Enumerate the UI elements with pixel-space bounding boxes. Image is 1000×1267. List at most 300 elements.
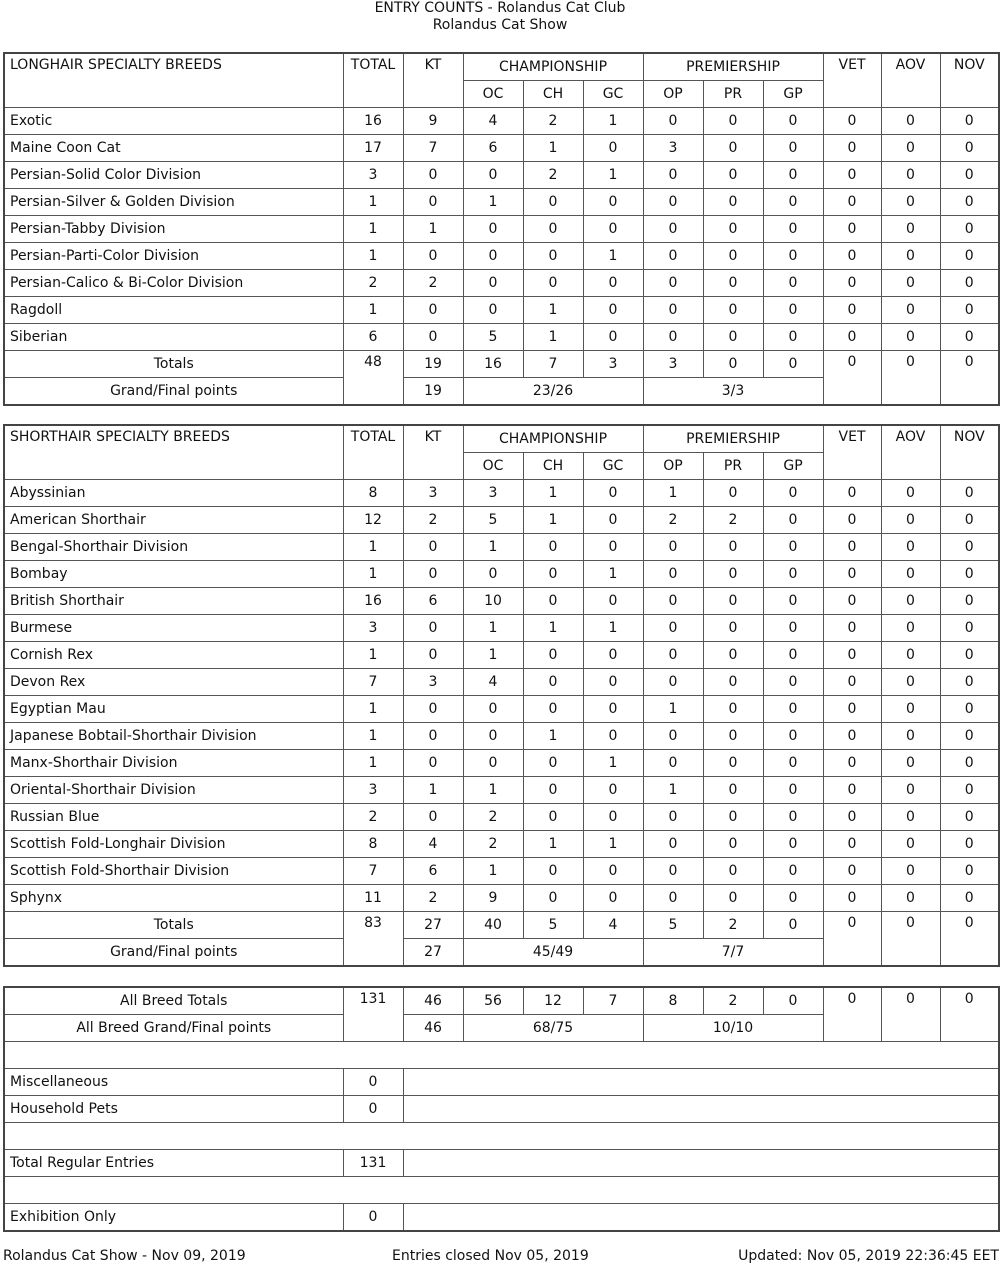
cell-pr: 0 — [703, 534, 763, 561]
col-oc: OC — [463, 453, 523, 480]
cell-ch: 0 — [523, 804, 583, 831]
cell-pr: 0 — [703, 216, 763, 243]
cell-kt: 6 — [403, 858, 463, 885]
cell-oc: 4 — [463, 108, 523, 135]
cell-gc: 0 — [583, 858, 643, 885]
all-totals-kt: 46 — [403, 987, 463, 1015]
breed-name: Scottish Fold-Shorthair Division — [4, 858, 343, 885]
regular-value: 131 — [343, 1150, 403, 1177]
cell-ch: 1 — [523, 507, 583, 534]
cell-op: 0 — [643, 723, 703, 750]
totals-nov: 0 — [940, 351, 999, 406]
totals-kt: 27 — [403, 912, 463, 939]
all-totals-label: All Breed Totals — [4, 987, 343, 1015]
col-championship: CHAMPIONSHIP — [463, 53, 643, 81]
cell-gc: 0 — [583, 189, 643, 216]
cell-gp: 0 — [763, 270, 823, 297]
cell-gp: 0 — [763, 750, 823, 777]
cell-pr: 0 — [703, 831, 763, 858]
cell-gc: 0 — [583, 588, 643, 615]
cell-kt: 0 — [403, 561, 463, 588]
cell-nov: 0 — [940, 696, 999, 723]
cell-gc: 0 — [583, 642, 643, 669]
all-points-championship: 68/75 — [463, 1015, 643, 1042]
cell-op: 0 — [643, 243, 703, 270]
cell-ch: 1 — [523, 831, 583, 858]
cell-total: 1 — [343, 297, 403, 324]
blank-cell — [403, 1204, 999, 1232]
totals-nov: 0 — [940, 912, 999, 967]
cell-nov: 0 — [940, 777, 999, 804]
col-total: TOTAL — [343, 425, 403, 480]
cell-oc: 0 — [463, 216, 523, 243]
col-gp: GP — [763, 81, 823, 108]
cell-pr: 0 — [703, 297, 763, 324]
cell-op: 0 — [643, 642, 703, 669]
cell-op: 0 — [643, 561, 703, 588]
breed-name: British Shorthair — [4, 588, 343, 615]
cell-op: 1 — [643, 480, 703, 507]
breed-name: Siberian — [4, 324, 343, 351]
cell-pr: 0 — [703, 750, 763, 777]
cell-op: 0 — [643, 804, 703, 831]
cell-gp: 0 — [763, 216, 823, 243]
cell-gp: 0 — [763, 723, 823, 750]
cell-nov: 0 — [940, 243, 999, 270]
cell-op: 1 — [643, 777, 703, 804]
totals-kt: 19 — [403, 351, 463, 378]
breed-name: Persian-Solid Color Division — [4, 162, 343, 189]
cell-nov: 0 — [940, 588, 999, 615]
breed-name: Exotic — [4, 108, 343, 135]
cell-oc: 0 — [463, 750, 523, 777]
cell-vet: 0 — [823, 507, 881, 534]
cell-total: 2 — [343, 804, 403, 831]
breed-name: Sphynx — [4, 885, 343, 912]
cell-nov: 0 — [940, 507, 999, 534]
col-gc: GC — [583, 453, 643, 480]
cell-aov: 0 — [881, 696, 940, 723]
cell-vet: 0 — [823, 615, 881, 642]
cell-gp: 0 — [763, 615, 823, 642]
points-label: Grand/Final points — [4, 378, 343, 406]
cell-gc: 0 — [583, 507, 643, 534]
spacer-row — [4, 1123, 999, 1150]
cell-pr: 0 — [703, 561, 763, 588]
cell-aov: 0 — [881, 723, 940, 750]
cell-gc: 1 — [583, 831, 643, 858]
cell-total: 12 — [343, 507, 403, 534]
cell-kt: 0 — [403, 534, 463, 561]
cell-oc: 0 — [463, 243, 523, 270]
breed-name: Persian-Calico & Bi-Color Division — [4, 270, 343, 297]
table-row — [4, 885, 999, 912]
cell-gc: 0 — [583, 534, 643, 561]
cell-aov: 0 — [881, 642, 940, 669]
totals-op: 3 — [643, 351, 703, 378]
cell-gp: 0 — [763, 108, 823, 135]
breed-name: Ragdoll — [4, 297, 343, 324]
cell-op: 0 — [643, 534, 703, 561]
report-header — [0, 0, 1000, 34]
blank-cell — [403, 1150, 999, 1177]
cell-aov: 0 — [881, 885, 940, 912]
misc-label: Miscellaneous — [4, 1069, 343, 1096]
table-row — [4, 615, 999, 642]
cell-vet: 0 — [823, 804, 881, 831]
cell-oc: 1 — [463, 534, 523, 561]
cell-vet: 0 — [823, 480, 881, 507]
cell-total: 1 — [343, 189, 403, 216]
cell-nov: 0 — [940, 615, 999, 642]
col-championship: CHAMPIONSHIP — [463, 425, 643, 453]
cell-kt: 3 — [403, 669, 463, 696]
cell-oc: 10 — [463, 588, 523, 615]
cell-total: 1 — [343, 750, 403, 777]
cell-oc: 1 — [463, 642, 523, 669]
totals-label: Totals — [4, 351, 343, 378]
cell-total: 8 — [343, 480, 403, 507]
show-name: Rolandus Cat Show — [432, 17, 568, 33]
cell-vet: 0 — [823, 108, 881, 135]
shorthair-title: SHORTHAIR SPECIALTY BREEDS — [4, 425, 343, 480]
cell-vet: 0 — [823, 588, 881, 615]
cell-aov: 0 — [881, 777, 940, 804]
table-row — [4, 216, 999, 243]
cell-vet: 0 — [823, 642, 881, 669]
cell-total: 1 — [343, 534, 403, 561]
cell-aov: 0 — [881, 858, 940, 885]
breed-name: Oriental-Shorthair Division — [4, 777, 343, 804]
all-totals-gp: 0 — [763, 987, 823, 1015]
cell-nov: 0 — [940, 642, 999, 669]
cell-kt: 0 — [403, 243, 463, 270]
cell-ch: 1 — [523, 297, 583, 324]
cell-gp: 0 — [763, 480, 823, 507]
breed-name: American Shorthair — [4, 507, 343, 534]
cell-pr: 0 — [703, 858, 763, 885]
cell-oc: 0 — [463, 723, 523, 750]
cell-gc: 0 — [583, 777, 643, 804]
points-premiership: 3/3 — [643, 378, 823, 406]
col-kt: KT — [403, 53, 463, 108]
cell-kt: 6 — [403, 588, 463, 615]
col-vet: VET — [823, 53, 881, 108]
spacer-row — [4, 1042, 999, 1069]
cell-pr: 0 — [703, 162, 763, 189]
cell-gp: 0 — [763, 297, 823, 324]
cell-ch: 0 — [523, 189, 583, 216]
cell-oc: 4 — [463, 669, 523, 696]
cell-vet: 0 — [823, 324, 881, 351]
cell-ch: 0 — [523, 750, 583, 777]
cell-pr: 0 — [703, 135, 763, 162]
cell-aov: 0 — [881, 216, 940, 243]
cell-vet: 0 — [823, 243, 881, 270]
totals-label: Totals — [4, 912, 343, 939]
longhair-table — [3, 52, 1000, 406]
cell-total: 1 — [343, 723, 403, 750]
table-row — [4, 561, 999, 588]
summary-table — [3, 986, 1000, 1232]
table-row — [4, 189, 999, 216]
cell-aov: 0 — [881, 750, 940, 777]
cell-gc: 0 — [583, 723, 643, 750]
cell-op: 0 — [643, 297, 703, 324]
breed-name: Japanese Bobtail-Shorthair Division — [4, 723, 343, 750]
totals-gc: 3 — [583, 351, 643, 378]
cell-op: 2 — [643, 507, 703, 534]
table-row — [4, 108, 999, 135]
cell-op: 0 — [643, 669, 703, 696]
cell-nov: 0 — [940, 480, 999, 507]
cell-ch: 2 — [523, 162, 583, 189]
cell-op: 0 — [643, 831, 703, 858]
cell-vet: 0 — [823, 534, 881, 561]
cell-kt: 0 — [403, 324, 463, 351]
col-ch: CH — [523, 81, 583, 108]
spacer-row — [4, 1177, 999, 1204]
cell-kt: 3 — [403, 480, 463, 507]
breed-name: Bombay — [4, 561, 343, 588]
col-nov: NOV — [940, 53, 999, 108]
cell-pr: 0 — [703, 669, 763, 696]
all-totals-ch: 12 — [523, 987, 583, 1015]
cell-total: 8 — [343, 831, 403, 858]
all-totals-pr: 2 — [703, 987, 763, 1015]
cell-oc: 0 — [463, 162, 523, 189]
cell-pr: 0 — [703, 108, 763, 135]
cell-kt: 9 — [403, 108, 463, 135]
cell-kt: 2 — [403, 507, 463, 534]
totals-pr: 2 — [703, 912, 763, 939]
table-row — [4, 162, 999, 189]
cell-gc: 0 — [583, 297, 643, 324]
cell-vet: 0 — [823, 561, 881, 588]
cell-oc: 1 — [463, 615, 523, 642]
cell-total: 16 — [343, 588, 403, 615]
totals-oc: 16 — [463, 351, 523, 378]
cell-op: 0 — [643, 858, 703, 885]
cell-op: 0 — [643, 189, 703, 216]
table-row — [4, 480, 999, 507]
cell-ch: 0 — [523, 534, 583, 561]
cell-nov: 0 — [940, 669, 999, 696]
cell-oc: 0 — [463, 297, 523, 324]
cell-gp: 0 — [763, 162, 823, 189]
cell-vet: 0 — [823, 135, 881, 162]
cell-ch: 0 — [523, 777, 583, 804]
cell-oc: 3 — [463, 480, 523, 507]
cell-aov: 0 — [881, 561, 940, 588]
col-aov: AOV — [881, 53, 940, 108]
cell-nov: 0 — [940, 804, 999, 831]
cell-aov: 0 — [881, 297, 940, 324]
cell-aov: 0 — [881, 804, 940, 831]
cell-vet: 0 — [823, 297, 881, 324]
totals-ch: 7 — [523, 351, 583, 378]
totals-ch: 5 — [523, 912, 583, 939]
col-vet: VET — [823, 425, 881, 480]
all-points-premiership: 10/10 — [643, 1015, 823, 1042]
cell-kt: 0 — [403, 696, 463, 723]
cell-oc: 5 — [463, 324, 523, 351]
cell-ch: 1 — [523, 135, 583, 162]
cell-nov: 0 — [940, 723, 999, 750]
cell-total: 3 — [343, 777, 403, 804]
breed-name: Russian Blue — [4, 804, 343, 831]
table-row — [4, 135, 999, 162]
cell-gc: 0 — [583, 885, 643, 912]
all-totals-aov: 0 — [881, 987, 940, 1042]
cell-aov: 0 — [881, 162, 940, 189]
hhp-label: Household Pets — [4, 1096, 343, 1123]
cell-kt: 1 — [403, 777, 463, 804]
cell-oc: 0 — [463, 561, 523, 588]
table-row — [4, 750, 999, 777]
totals-total: 83 — [343, 912, 403, 967]
cell-total: 1 — [343, 216, 403, 243]
all-totals-total: 131 — [343, 987, 403, 1042]
breed-name: Scottish Fold-Longhair Division — [4, 831, 343, 858]
cell-kt: 0 — [403, 750, 463, 777]
cell-gp: 0 — [763, 669, 823, 696]
table-row — [4, 270, 999, 297]
cell-gc: 0 — [583, 216, 643, 243]
totals-gp: 0 — [763, 912, 823, 939]
cell-gp: 0 — [763, 135, 823, 162]
cell-pr: 2 — [703, 507, 763, 534]
cell-aov: 0 — [881, 588, 940, 615]
cell-aov: 0 — [881, 669, 940, 696]
cell-ch: 0 — [523, 588, 583, 615]
totals-total: 48 — [343, 351, 403, 406]
cell-oc: 2 — [463, 831, 523, 858]
table-row — [4, 696, 999, 723]
cell-gp: 0 — [763, 831, 823, 858]
cell-kt: 4 — [403, 831, 463, 858]
cell-kt: 0 — [403, 723, 463, 750]
cell-gp: 0 — [763, 642, 823, 669]
cell-total: 1 — [343, 696, 403, 723]
cell-gc: 1 — [583, 615, 643, 642]
points-championship: 45/49 — [463, 939, 643, 967]
cell-gc: 0 — [583, 696, 643, 723]
cell-gp: 0 — [763, 588, 823, 615]
cell-nov: 0 — [940, 534, 999, 561]
cell-pr: 0 — [703, 480, 763, 507]
cell-total: 7 — [343, 669, 403, 696]
table-row — [4, 297, 999, 324]
cell-pr: 0 — [703, 696, 763, 723]
cell-total: 16 — [343, 108, 403, 135]
cell-pr: 0 — [703, 324, 763, 351]
misc-value: 0 — [343, 1069, 403, 1096]
cell-pr: 0 — [703, 885, 763, 912]
all-totals-nov: 0 — [940, 987, 999, 1042]
exhibition-value: 0 — [343, 1204, 403, 1232]
cell-kt: 0 — [403, 615, 463, 642]
cell-kt: 0 — [403, 804, 463, 831]
cell-pr: 0 — [703, 615, 763, 642]
cell-vet: 0 — [823, 189, 881, 216]
cell-gc: 1 — [583, 162, 643, 189]
cell-vet: 0 — [823, 750, 881, 777]
cell-nov: 0 — [940, 561, 999, 588]
cell-aov: 0 — [881, 534, 940, 561]
table-row — [4, 534, 999, 561]
breed-name: Persian-Parti-Color Division — [4, 243, 343, 270]
cell-op: 0 — [643, 615, 703, 642]
table-row — [4, 804, 999, 831]
table-row — [4, 642, 999, 669]
cell-vet: 0 — [823, 696, 881, 723]
breed-name: Persian-Tabby Division — [4, 216, 343, 243]
cell-aov: 0 — [881, 189, 940, 216]
cell-gc: 1 — [583, 750, 643, 777]
cell-aov: 0 — [881, 480, 940, 507]
cell-kt: 1 — [403, 216, 463, 243]
cell-oc: 0 — [463, 270, 523, 297]
cell-oc: 0 — [463, 696, 523, 723]
blank-cell — [403, 1069, 999, 1096]
col-gc: GC — [583, 81, 643, 108]
breed-name: Burmese — [4, 615, 343, 642]
cell-gc: 0 — [583, 804, 643, 831]
cell-kt: 0 — [403, 297, 463, 324]
points-label: Grand/Final points — [4, 939, 343, 967]
cell-op: 1 — [643, 696, 703, 723]
cell-nov: 0 — [940, 108, 999, 135]
cell-nov: 0 — [940, 216, 999, 243]
cell-pr: 0 — [703, 777, 763, 804]
cell-ch: 1 — [523, 615, 583, 642]
cell-gc: 0 — [583, 480, 643, 507]
regular-label: Total Regular Entries — [4, 1150, 343, 1177]
cell-aov: 0 — [881, 615, 940, 642]
cell-total: 7 — [343, 858, 403, 885]
cell-aov: 0 — [881, 270, 940, 297]
table-row — [4, 588, 999, 615]
cell-oc: 1 — [463, 858, 523, 885]
cell-total: 1 — [343, 561, 403, 588]
cell-ch: 0 — [523, 858, 583, 885]
table-row — [4, 669, 999, 696]
totals-pr: 0 — [703, 351, 763, 378]
cell-gp: 0 — [763, 507, 823, 534]
cell-total: 17 — [343, 135, 403, 162]
all-totals-gc: 7 — [583, 987, 643, 1015]
cell-ch: 0 — [523, 270, 583, 297]
cell-gp: 0 — [763, 534, 823, 561]
cell-kt: 7 — [403, 135, 463, 162]
table-row — [4, 243, 999, 270]
cell-gp: 0 — [763, 777, 823, 804]
page-footer — [0, 1246, 1000, 1266]
cell-oc: 1 — [463, 189, 523, 216]
col-nov: NOV — [940, 425, 999, 480]
table-row — [4, 777, 999, 804]
totals-oc: 40 — [463, 912, 523, 939]
cell-vet: 0 — [823, 831, 881, 858]
cell-ch: 0 — [523, 885, 583, 912]
col-pr: PR — [703, 453, 763, 480]
points-kt: 19 — [403, 378, 463, 406]
footer-updated: Updated: Nov 05, 2019 22:36:45 EET — [738, 1248, 999, 1264]
cell-aov: 0 — [881, 324, 940, 351]
cell-gp: 0 — [763, 189, 823, 216]
cell-total: 2 — [343, 270, 403, 297]
